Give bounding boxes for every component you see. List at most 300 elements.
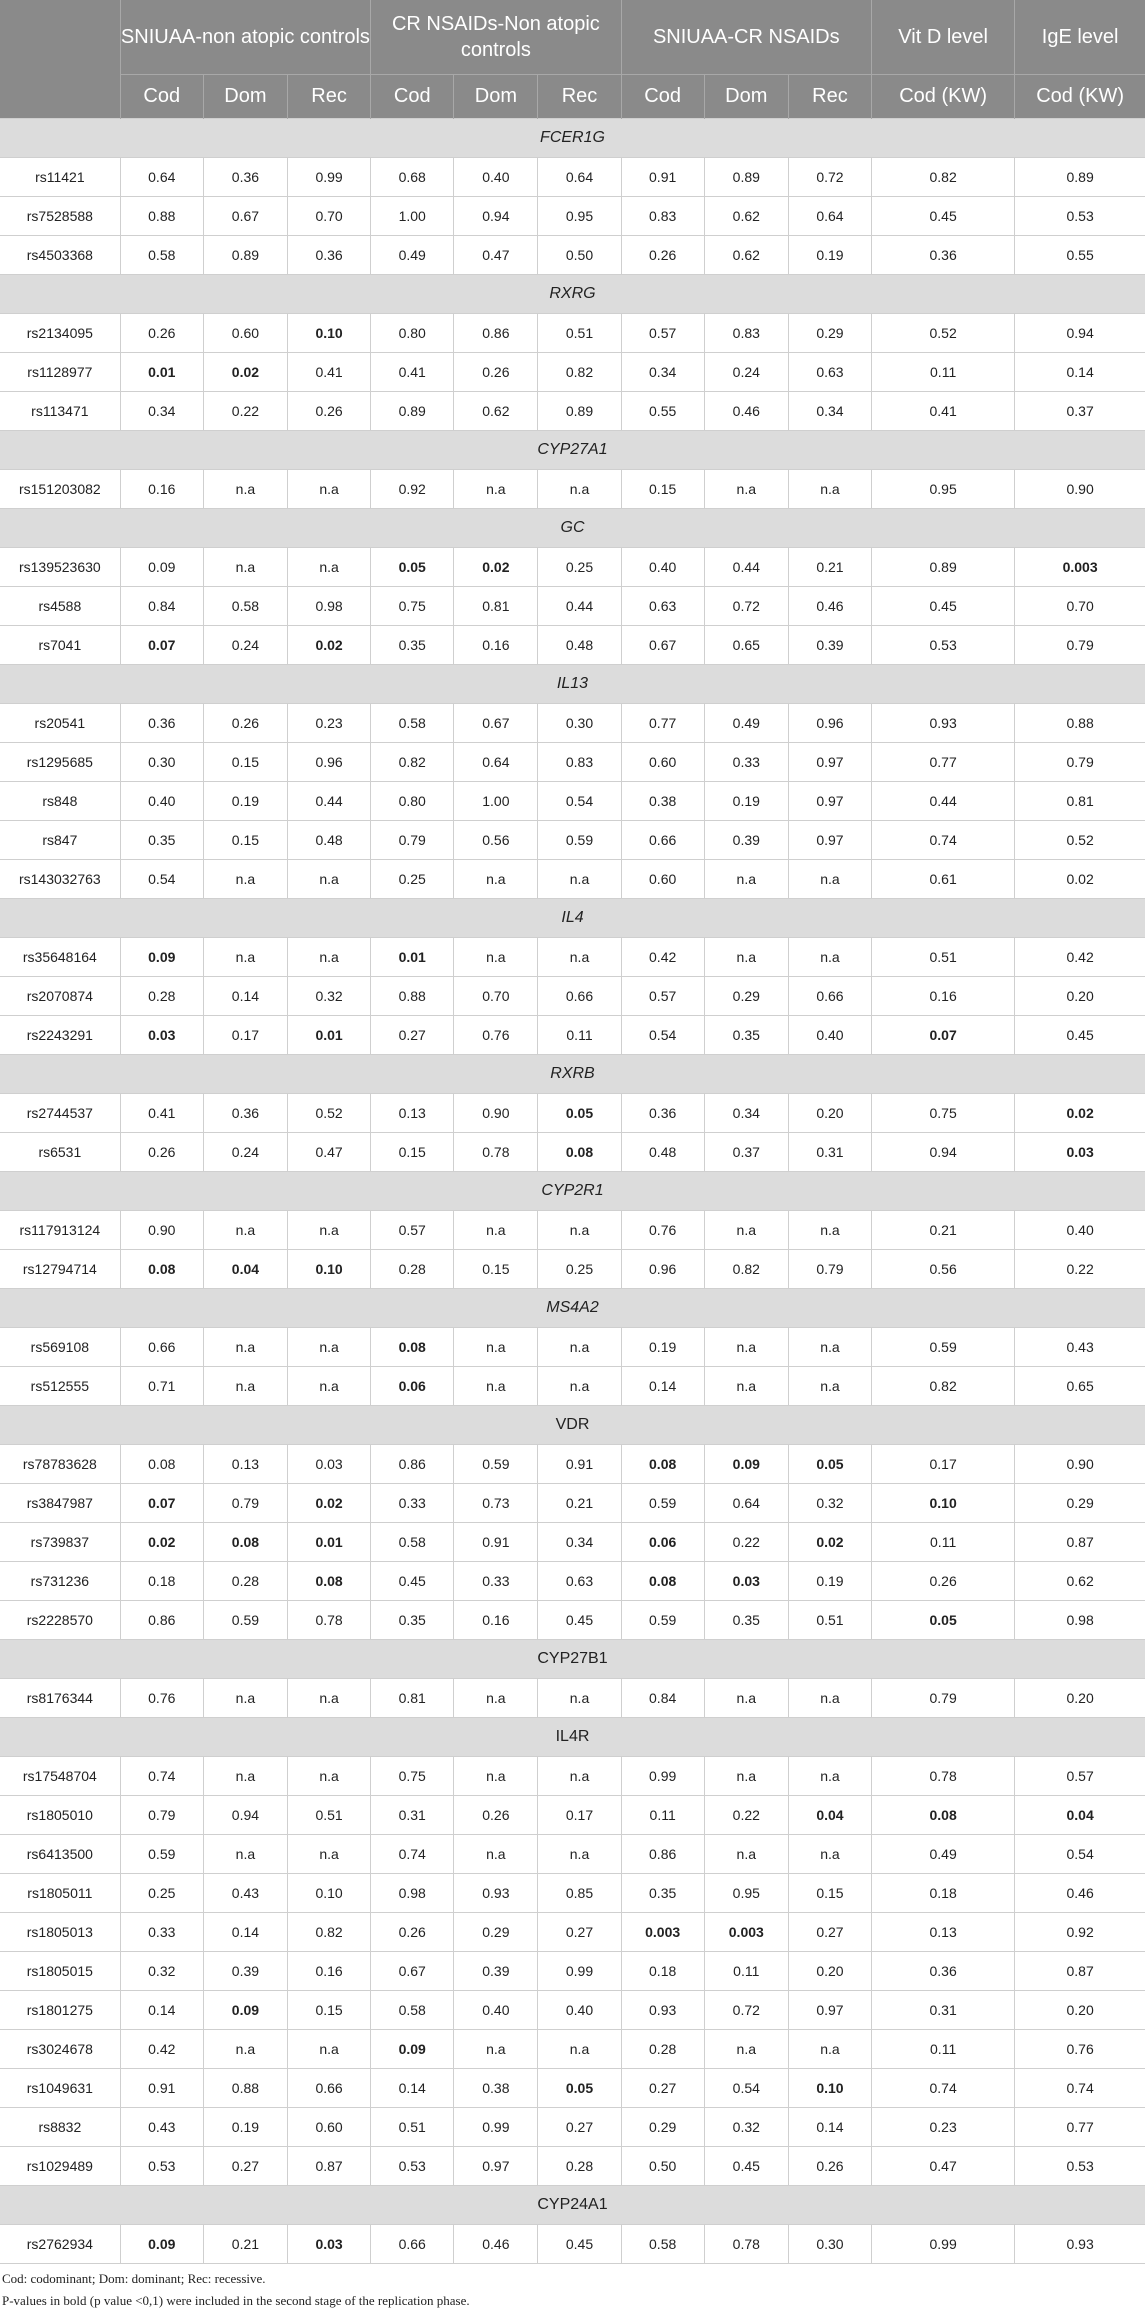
table-row xyxy=(0,1523,1145,1562)
p-value-cell: 0.45 xyxy=(704,2147,788,2186)
p-value-cell: 0.54 xyxy=(1015,1835,1145,1874)
p-value-cell: 0.15 xyxy=(788,1874,871,1913)
p-value-cell: 0.22 xyxy=(704,1796,788,1835)
table-row xyxy=(0,197,1145,236)
p-value-cell: 0.88 xyxy=(203,2069,287,2108)
p-value-cell: 0.65 xyxy=(704,626,788,665)
p-value-cell: 0.91 xyxy=(621,158,704,197)
p-value-cell: 0.94 xyxy=(203,1796,287,1835)
p-value-cell: n.a xyxy=(704,1367,788,1406)
p-value-cell: 0.19 xyxy=(203,782,287,821)
gene-group-row xyxy=(0,509,1145,548)
p-value-cell: 0.32 xyxy=(788,1484,871,1523)
p-value-cell: 0.87 xyxy=(287,2147,370,2186)
p-value-cell: 0.08 xyxy=(538,1133,621,1172)
p-value-cell: 0.58 xyxy=(120,236,203,275)
p-value-cell: 0.85 xyxy=(538,1874,621,1913)
p-value-cell: 0.51 xyxy=(872,938,1015,977)
p-value-cell: 0.21 xyxy=(872,1211,1015,1250)
p-value-cell: 0.75 xyxy=(371,1757,454,1796)
p-value-cell: 0.17 xyxy=(872,1445,1015,1484)
p-value-cell: 0.27 xyxy=(538,2108,621,2147)
p-value-cell: 0.73 xyxy=(454,1484,538,1523)
p-value-cell: 0.26 xyxy=(454,1796,538,1835)
gene-group-row xyxy=(0,275,1145,314)
p-value-cell: 0.40 xyxy=(1015,1211,1145,1250)
p-value-cell: 0.14 xyxy=(788,2108,871,2147)
p-value-cell: 0.59 xyxy=(454,1445,538,1484)
p-value-cell: 0.45 xyxy=(538,1601,621,1640)
snp-id: rs847 xyxy=(0,821,120,860)
snp-id: rs12794714 xyxy=(0,1250,120,1289)
p-value-cell: 0.48 xyxy=(287,821,370,860)
p-value-cell: 0.14 xyxy=(203,1913,287,1952)
p-value-cell: 0.27 xyxy=(538,1913,621,1952)
p-value-cell: 0.52 xyxy=(872,314,1015,353)
snp-id: rs6413500 xyxy=(0,1835,120,1874)
p-value-cell: 0.02 xyxy=(287,1484,370,1523)
p-value-cell: 0.11 xyxy=(621,1796,704,1835)
p-value-cell: 0.11 xyxy=(872,353,1015,392)
gene-group-row xyxy=(0,119,1145,158)
p-value-cell: 0.34 xyxy=(538,1523,621,1562)
p-value-cell: 0.76 xyxy=(120,1679,203,1718)
p-value-cell: 0.97 xyxy=(454,2147,538,2186)
p-value-cell: 0.90 xyxy=(1015,1445,1145,1484)
p-value-cell: 0.29 xyxy=(1015,1484,1145,1523)
p-value-cell: 0.43 xyxy=(203,1874,287,1913)
p-value-cell: 0.24 xyxy=(203,626,287,665)
p-value-cell: 1.00 xyxy=(454,782,538,821)
p-value-cell: 0.14 xyxy=(120,1991,203,2030)
p-value-cell: 0.98 xyxy=(287,587,370,626)
p-value-cell: n.a xyxy=(704,860,788,899)
p-value-cell: n.a xyxy=(788,938,871,977)
p-value-cell: 0.70 xyxy=(287,197,370,236)
p-value-cell: 0.98 xyxy=(371,1874,454,1913)
p-value-cell: 0.50 xyxy=(538,236,621,275)
p-value-cell: 0.41 xyxy=(287,353,370,392)
p-value-cell: 0.20 xyxy=(1015,1679,1145,1718)
p-value-cell: 0.47 xyxy=(287,1133,370,1172)
p-value-cell: 0.05 xyxy=(371,548,454,587)
p-value-cell: 0.02 xyxy=(203,353,287,392)
p-value-cell: 0.60 xyxy=(203,314,287,353)
p-value-cell: 0.10 xyxy=(788,2069,871,2108)
p-value-cell: 0.16 xyxy=(454,626,538,665)
table-row xyxy=(0,1679,1145,1718)
p-value-cell: n.a xyxy=(454,1679,538,1718)
p-value-cell: 0.78 xyxy=(287,1601,370,1640)
p-value-cell: 0.09 xyxy=(371,2030,454,2069)
p-value-cell: 0.33 xyxy=(704,743,788,782)
p-value-cell: 0.42 xyxy=(120,2030,203,2069)
gene-name: CYP27A1 xyxy=(0,431,1145,470)
p-value-cell: 0.18 xyxy=(120,1562,203,1601)
table-row xyxy=(0,704,1145,743)
p-value-cell: 0.77 xyxy=(621,704,704,743)
p-value-cell: 0.11 xyxy=(538,1016,621,1055)
p-value-cell: 0.63 xyxy=(621,587,704,626)
p-value-cell: 0.79 xyxy=(1015,626,1145,665)
p-value-cell: 0.06 xyxy=(621,1523,704,1562)
p-value-cell: n.a xyxy=(538,860,621,899)
p-value-cell: 0.59 xyxy=(120,1835,203,1874)
p-value-cell: 0.66 xyxy=(120,1328,203,1367)
table-row xyxy=(0,158,1145,197)
gene-name: GC xyxy=(0,509,1145,548)
p-value-cell: 0.02 xyxy=(454,548,538,587)
p-value-cell: 0.34 xyxy=(704,1094,788,1133)
p-value-cell: 0.89 xyxy=(203,236,287,275)
gene-name: FCER1G xyxy=(0,119,1145,158)
p-value-cell: 0.02 xyxy=(287,626,370,665)
p-value-cell: 0.34 xyxy=(120,392,203,431)
p-value-cell: n.a xyxy=(788,1367,871,1406)
p-value-cell: 0.51 xyxy=(788,1601,871,1640)
p-value-cell: n.a xyxy=(287,1328,370,1367)
p-value-cell: 0.46 xyxy=(704,392,788,431)
p-value-cell: 0.22 xyxy=(704,1523,788,1562)
p-value-cell: 0.19 xyxy=(621,1328,704,1367)
p-value-cell: 0.11 xyxy=(704,1952,788,1991)
gene-group-row xyxy=(0,1406,1145,1445)
p-value-cell: n.a xyxy=(203,2030,287,2069)
p-value-cell: 0.27 xyxy=(371,1016,454,1055)
p-value-cell: 0.15 xyxy=(621,470,704,509)
p-value-cell: 0.49 xyxy=(704,704,788,743)
snp-id: rs3024678 xyxy=(0,2030,120,2069)
p-value-cell: n.a xyxy=(203,1835,287,1874)
p-value-cell: 0.27 xyxy=(203,2147,287,2186)
p-value-cell: 0.45 xyxy=(872,587,1015,626)
p-value-cell: 0.02 xyxy=(1015,1094,1145,1133)
snp-id: rs1128977 xyxy=(0,353,120,392)
p-value-cell: n.a xyxy=(788,1211,871,1250)
p-value-cell: 0.26 xyxy=(788,2147,871,2186)
p-value-cell: 0.37 xyxy=(1015,392,1145,431)
p-value-cell: 0.40 xyxy=(120,782,203,821)
p-value-cell: n.a xyxy=(788,1328,871,1367)
snp-id: rs1805010 xyxy=(0,1796,120,1835)
p-value-cell: n.a xyxy=(203,938,287,977)
snp-id: rs1029489 xyxy=(0,2147,120,2186)
p-value-cell: 0.41 xyxy=(120,1094,203,1133)
p-value-cell: 0.91 xyxy=(538,1445,621,1484)
p-value-cell: 0.64 xyxy=(120,158,203,197)
p-value-cell: 0.23 xyxy=(287,704,370,743)
gene-group-row xyxy=(0,665,1145,704)
table-row xyxy=(0,470,1145,509)
p-value-cell: 0.82 xyxy=(371,743,454,782)
p-value-cell: 0.51 xyxy=(371,2108,454,2147)
p-value-cell: 0.20 xyxy=(788,1952,871,1991)
table-row xyxy=(0,1835,1145,1874)
snp-id: rs2762934 xyxy=(0,2225,120,2264)
p-value-cell: 0.34 xyxy=(621,353,704,392)
p-value-cell: 0.25 xyxy=(120,1874,203,1913)
p-value-cell: 0.72 xyxy=(788,158,871,197)
p-value-cell: 0.97 xyxy=(788,782,871,821)
p-value-cell: 0.59 xyxy=(621,1484,704,1523)
p-value-cell: 0.59 xyxy=(621,1601,704,1640)
gene-name: IL4R xyxy=(0,1718,1145,1757)
p-value-cell: 0.54 xyxy=(621,1016,704,1055)
p-value-cell: n.a xyxy=(203,1211,287,1250)
table-row xyxy=(0,1094,1145,1133)
group-header-ige: IgE level xyxy=(1015,0,1145,75)
p-value-cell: 0.78 xyxy=(872,1757,1015,1796)
p-value-cell: 0.36 xyxy=(287,236,370,275)
snp-id: rs113471 xyxy=(0,392,120,431)
group-header-crnsaids-vs-controls: CR NSAIDs-Non atopic controls xyxy=(371,0,621,75)
p-value-cell: 0.96 xyxy=(287,743,370,782)
p-value-cell: 0.41 xyxy=(371,353,454,392)
p-value-cell: 0.01 xyxy=(287,1016,370,1055)
p-value-cell: n.a xyxy=(287,1757,370,1796)
p-value-cell: 0.93 xyxy=(621,1991,704,2030)
p-value-cell: 0.39 xyxy=(203,1952,287,1991)
p-value-cell: 0.53 xyxy=(1015,197,1145,236)
snp-id: rs3847987 xyxy=(0,1484,120,1523)
p-value-cell: 0.11 xyxy=(872,1523,1015,1562)
p-value-cell: 0.19 xyxy=(788,236,871,275)
gene-group-row xyxy=(0,1172,1145,1211)
p-value-cell: 0.67 xyxy=(371,1952,454,1991)
table-row xyxy=(0,2108,1145,2147)
p-value-cell: 0.01 xyxy=(120,353,203,392)
p-value-cell: 0.14 xyxy=(621,1367,704,1406)
snp-column-header xyxy=(0,0,120,119)
p-value-cell: 0.45 xyxy=(1015,1016,1145,1055)
p-value-cell: 0.30 xyxy=(120,743,203,782)
table-footnotes xyxy=(0,2263,1145,2312)
p-value-cell: 0.65 xyxy=(1015,1367,1145,1406)
p-value-cell: 0.35 xyxy=(371,626,454,665)
p-value-cell: 0.21 xyxy=(203,2225,287,2264)
p-value-cell: 0.44 xyxy=(287,782,370,821)
subheader: Rec xyxy=(538,75,621,119)
p-value-cell: 0.79 xyxy=(371,821,454,860)
p-value-cell: 0.35 xyxy=(120,821,203,860)
p-value-cell: 0.63 xyxy=(788,353,871,392)
p-value-cell: 0.86 xyxy=(371,1445,454,1484)
p-value-cell: 0.13 xyxy=(872,1913,1015,1952)
p-value-cell: 0.16 xyxy=(872,977,1015,1016)
table-row xyxy=(0,938,1145,977)
p-value-cell: 0.03 xyxy=(1015,1133,1145,1172)
p-value-cell: 0.90 xyxy=(454,1094,538,1133)
p-value-cell: 0.63 xyxy=(538,1562,621,1601)
p-value-cell: 0.88 xyxy=(1015,704,1145,743)
p-value-cell: 0.27 xyxy=(621,2069,704,2108)
p-value-cell: 0.60 xyxy=(287,2108,370,2147)
p-value-cell: 0.87 xyxy=(1015,1523,1145,1562)
snp-id: rs1805015 xyxy=(0,1952,120,1991)
p-value-cell: 0.41 xyxy=(872,392,1015,431)
p-value-cell: 0.96 xyxy=(788,704,871,743)
p-value-cell: 0.40 xyxy=(788,1016,871,1055)
p-value-cell: 0.99 xyxy=(538,1952,621,1991)
p-value-cell: 0.16 xyxy=(120,470,203,509)
p-value-cell: 0.02 xyxy=(788,1523,871,1562)
p-value-cell: 0.003 xyxy=(621,1913,704,1952)
p-value-cell: 0.74 xyxy=(371,1835,454,1874)
p-value-cell: 0.18 xyxy=(621,1952,704,1991)
p-value-cell: 0.64 xyxy=(788,197,871,236)
p-value-cell: 0.26 xyxy=(454,353,538,392)
p-value-cell: 0.44 xyxy=(872,782,1015,821)
p-value-cell: 0.28 xyxy=(538,2147,621,2186)
snp-id: rs569108 xyxy=(0,1328,120,1367)
footnote-bold-note: P-values in bold (p value <0,1) were included in the second stage of the replication phase. xyxy=(2,2293,470,2308)
p-value-cell: 0.26 xyxy=(287,392,370,431)
p-value-cell: n.a xyxy=(538,470,621,509)
p-value-cell: 0.92 xyxy=(1015,1913,1145,1952)
p-value-cell: 0.01 xyxy=(287,1523,370,1562)
p-value-cell: 0.86 xyxy=(621,1835,704,1874)
snp-id: rs8176344 xyxy=(0,1679,120,1718)
table-row xyxy=(0,1562,1145,1601)
p-value-cell: n.a xyxy=(203,470,287,509)
p-value-cell: 0.76 xyxy=(621,1211,704,1250)
table-row xyxy=(0,2147,1145,2186)
p-value-cell: 0.71 xyxy=(120,1367,203,1406)
p-value-cell: 0.94 xyxy=(872,1133,1015,1172)
p-value-cell: n.a xyxy=(454,1211,538,1250)
p-value-cell: 0.11 xyxy=(872,2030,1015,2069)
table-row xyxy=(0,1328,1145,1367)
p-value-cell: n.a xyxy=(538,1679,621,1718)
p-value-cell: 0.33 xyxy=(120,1913,203,1952)
p-value-cell: 0.15 xyxy=(287,1991,370,2030)
snp-id: rs512555 xyxy=(0,1367,120,1406)
p-value-cell: 0.20 xyxy=(1015,977,1145,1016)
p-value-cell: n.a xyxy=(454,1835,538,1874)
p-value-cell: 0.91 xyxy=(454,1523,538,1562)
p-value-cell: 0.53 xyxy=(872,626,1015,665)
gene-group-row xyxy=(0,899,1145,938)
snp-id: rs7528588 xyxy=(0,197,120,236)
p-value-cell: 0.99 xyxy=(454,2108,538,2147)
p-value-cell: n.a xyxy=(203,1679,287,1718)
p-value-cell: 0.45 xyxy=(872,197,1015,236)
p-value-cell: 0.81 xyxy=(371,1679,454,1718)
p-value-cell: 0.91 xyxy=(120,2069,203,2108)
p-value-cell: 0.66 xyxy=(538,977,621,1016)
p-value-cell: 0.18 xyxy=(872,1874,1015,1913)
p-value-cell: 0.31 xyxy=(788,1133,871,1172)
table-header xyxy=(0,0,1145,119)
p-value-cell: n.a xyxy=(788,470,871,509)
p-value-cell: 0.08 xyxy=(621,1445,704,1484)
p-value-cell: 0.08 xyxy=(120,1445,203,1484)
p-value-cell: 0.35 xyxy=(371,1601,454,1640)
p-value-cell: 0.05 xyxy=(538,1094,621,1133)
p-value-cell: n.a xyxy=(788,1757,871,1796)
gene-name: IL13 xyxy=(0,665,1145,704)
p-value-cell: 0.37 xyxy=(704,1133,788,1172)
p-value-cell: 0.21 xyxy=(538,1484,621,1523)
snp-id: rs2243291 xyxy=(0,1016,120,1055)
snp-id: rs6531 xyxy=(0,1133,120,1172)
snp-id: rs143032763 xyxy=(0,860,120,899)
table-row xyxy=(0,1367,1145,1406)
p-value-cell: 0.89 xyxy=(704,158,788,197)
p-value-cell: 0.15 xyxy=(203,821,287,860)
snp-id: rs2744537 xyxy=(0,1094,120,1133)
table-row xyxy=(0,1913,1145,1952)
p-value-cell: 0.35 xyxy=(621,1874,704,1913)
p-value-cell: n.a xyxy=(704,1835,788,1874)
p-value-cell: n.a xyxy=(704,938,788,977)
p-value-cell: 0.09 xyxy=(704,1445,788,1484)
p-value-cell: 0.24 xyxy=(203,1133,287,1172)
p-value-cell: 0.08 xyxy=(203,1523,287,1562)
p-value-cell: 0.25 xyxy=(538,1250,621,1289)
p-value-cell: n.a xyxy=(287,1835,370,1874)
gene-name: CYP2R1 xyxy=(0,1172,1145,1211)
p-value-cell: 0.66 xyxy=(788,977,871,1016)
p-value-cell: 0.72 xyxy=(704,1991,788,2030)
p-value-cell: 0.30 xyxy=(788,2225,871,2264)
p-value-cell: 0.43 xyxy=(120,2108,203,2147)
p-value-cell: n.a xyxy=(287,548,370,587)
p-value-cell: 0.58 xyxy=(371,1523,454,1562)
table-row xyxy=(0,1757,1145,1796)
p-value-cell: 0.67 xyxy=(203,197,287,236)
snp-id: rs1805011 xyxy=(0,1874,120,1913)
table-row xyxy=(0,977,1145,1016)
p-value-cell: 0.94 xyxy=(1015,314,1145,353)
p-value-cell: 0.95 xyxy=(538,197,621,236)
p-value-cell: 0.40 xyxy=(538,1991,621,2030)
subheader: Cod xyxy=(120,75,203,119)
p-value-cell: 0.59 xyxy=(538,821,621,860)
p-value-cell: 0.74 xyxy=(120,1757,203,1796)
p-value-cell: 0.13 xyxy=(203,1445,287,1484)
p-value-cell: 0.79 xyxy=(203,1484,287,1523)
p-value-cell: 0.19 xyxy=(788,1562,871,1601)
p-value-cell: 0.82 xyxy=(287,1913,370,1952)
p-value-cell: 0.45 xyxy=(538,2225,621,2264)
p-value-cell: 0.28 xyxy=(120,977,203,1016)
p-value-cell: n.a xyxy=(538,1211,621,1250)
p-value-cell: 0.39 xyxy=(454,1952,538,1991)
p-value-cell: 0.17 xyxy=(203,1016,287,1055)
p-value-cell: 0.35 xyxy=(704,1016,788,1055)
table-row xyxy=(0,1601,1145,1640)
p-value-cell: 0.57 xyxy=(1015,1757,1145,1796)
p-value-cell: 0.83 xyxy=(621,197,704,236)
table-row xyxy=(0,392,1145,431)
p-value-cell: 0.60 xyxy=(621,743,704,782)
p-value-cell: 0.99 xyxy=(287,158,370,197)
p-value-cell: 0.96 xyxy=(621,1250,704,1289)
p-value-cell: 0.16 xyxy=(454,1601,538,1640)
p-value-cell: 0.20 xyxy=(788,1094,871,1133)
p-value-cell: 0.86 xyxy=(454,314,538,353)
table-row xyxy=(0,587,1145,626)
p-value-cell: 0.02 xyxy=(1015,860,1145,899)
p-value-cell: 0.29 xyxy=(788,314,871,353)
gene-name: RXRB xyxy=(0,1055,1145,1094)
group-header-sniuaa-vs-crnsaids: SNIUAA-CR NSAIDs xyxy=(621,0,871,75)
snp-id: rs2134095 xyxy=(0,314,120,353)
p-value-cell: 0.10 xyxy=(287,1874,370,1913)
gene-group-row xyxy=(0,1718,1145,1757)
snp-id: rs78783628 xyxy=(0,1445,120,1484)
